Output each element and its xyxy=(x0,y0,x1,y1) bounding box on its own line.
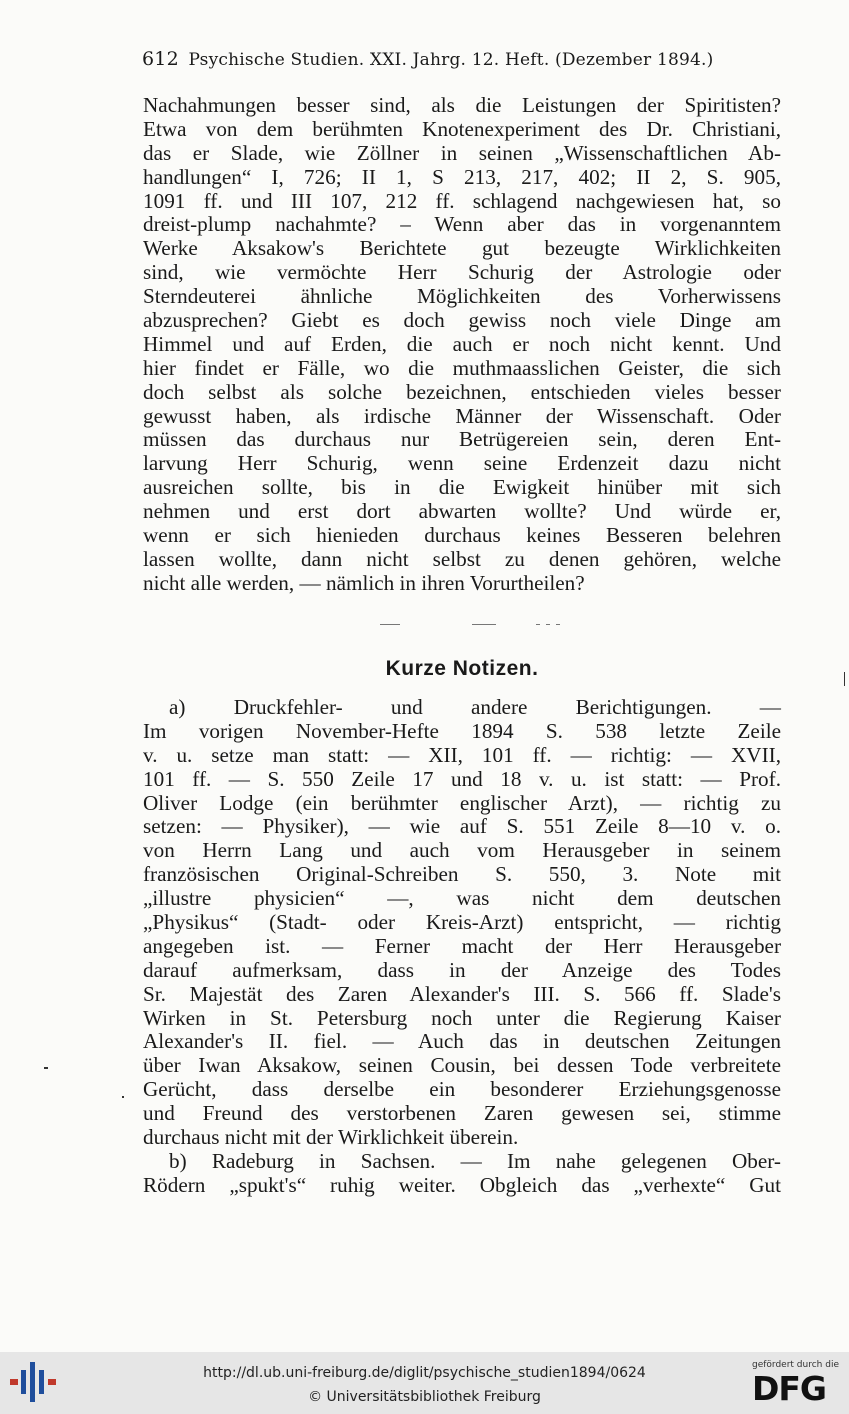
text-line: doch selbst als solche bezeichnen, entschieden vieles besser xyxy=(143,379,781,404)
text-line: durchaus nicht mit der Wirklichkeit überein. xyxy=(143,1125,519,1150)
text-line: darauf aufmerksam, dass in der Anzeige des Todes xyxy=(143,957,781,982)
paragraph-spiritism-critique xyxy=(143,94,781,596)
text-line: müssen das durchaus nur Betrügereien sein, deren Ent- xyxy=(143,427,781,452)
text-line: Sterndeuterei ähnliche Möglichkeiten des Vorherwissens xyxy=(143,284,781,309)
text-line: nehmen und erst dort abwarten wollte? Und würde er, xyxy=(143,499,781,524)
page-number: 612 xyxy=(142,48,179,70)
text-line: a) Druckfehler- und andere Berichtigungen. — xyxy=(169,695,781,719)
text-line: französischen Original-Schreiben S. 550, 3. Note mit xyxy=(143,862,781,887)
scan-speck xyxy=(844,672,845,686)
text-line: sind, wie vermöchte Herr Schurig der Astrologie oder xyxy=(143,260,781,285)
source-url-link[interactable]: http://dl.ub.uni-freiburg.de/diglit/psychische_studien1894/0624 xyxy=(203,1365,646,1381)
text-line: dreist-plump nachahmte? – Wenn aber das in vorgenanntem xyxy=(143,212,781,237)
text-line: über Iwan Aksakow, seinen Cousin, bei dessen Tode verbreitete xyxy=(143,1053,781,1078)
text-line: handlungen“ I, 726; II 1, S 213, 217, 402; II 2, S. 905, xyxy=(143,164,781,189)
text-line: gewusst haben, als irdische Männer der Wissenschaft. Oder xyxy=(143,403,781,428)
text-line: abzusprechen? Giebt es doch gewiss noch viele Dinge am xyxy=(143,308,781,333)
running-title: Psychische Studien. XXI. Jahrg. 12. Heft. (Dezember 1894.) xyxy=(188,50,714,70)
scan-speck xyxy=(44,1067,48,1069)
text-line: und Freund des verstorbenen Zaren gewesen sei, stimme xyxy=(143,1101,781,1126)
text-line: 1091 ff. und III 107, 212 ff. schlagend nachgewiesen hat, so xyxy=(143,188,781,213)
text-line: von Herrn Lang und auch vom Herausgeber in seinem xyxy=(143,838,781,863)
scan-speck xyxy=(122,1096,124,1098)
running-head xyxy=(142,48,782,70)
text-line: b) Radeburg in Sachsen. — Im nahe gelegenen Ober- xyxy=(169,1148,781,1173)
text-line: das er Slade, wie Zöllner in seinen „Wissenschaftlichen Ab- xyxy=(143,140,781,165)
text-line: „Physikus“ (Stadt- oder Kreis-Arzt) entspricht, — richtig xyxy=(143,910,781,935)
copyright-notice: © Universitätsbibliothek Freiburg xyxy=(308,1389,541,1405)
text-line: setzen: — Physiker), — wie auf S. 551 Zeile 8—10 v. o. xyxy=(143,814,781,839)
text-line: hier findet er Fälle, wo die muthmaasslichen Geister, die sich xyxy=(143,355,781,380)
text-line: „illustre physicien“ —, was nicht dem deutschen xyxy=(143,886,781,911)
text-line: larvung Herr Schurig, wenn seine Erdenzeit dazu nicht xyxy=(143,451,781,476)
text-line: Sr. Majestät des Zaren Alexander's III. S. 566 ff. Slade's xyxy=(143,981,781,1006)
section-heading: Kurze Notizen. xyxy=(385,657,539,680)
text-line: Rödern „spukt's“ ruhig weiter. Obgleich das „verhexte“ Gut xyxy=(143,1172,781,1197)
text-line: Nachahmungen besser sind, als die Leistungen der Spiritisten? xyxy=(143,93,781,117)
dfg-caption: gefördert durch die xyxy=(752,1360,839,1370)
paragraph-short-notes xyxy=(143,696,781,1198)
text-line: Himmel und auf Erden, die auch er noch nicht kennt. Und xyxy=(143,331,781,356)
text-line: Im vorigen November-Hefte 1894 S. 538 letzte Zeile xyxy=(143,718,781,743)
text-line: Wirken in St. Petersburg noch unter die Regierung Kaiser xyxy=(143,1005,781,1030)
text-line: Gerücht, dass derselbe ein besonderer Erziehungsgenosse xyxy=(143,1077,781,1102)
text-line: ausreichen sollte, bis in die Ewigkeit hinüber mit sich xyxy=(143,475,781,500)
dfg-logo: DFG xyxy=(752,1369,827,1408)
text-line: 101 ff. — S. 550 Zeile 17 und 18 v. u. ist statt: — Prof. xyxy=(143,766,781,791)
text-line: Oliver Lodge (ein berühmter englischer Arzt), — richtig zu xyxy=(143,790,781,815)
text-line: v. u. setze man statt: — XII, 101 ff. — richtig: — XVII, xyxy=(143,742,781,767)
text-line: Etwa von dem berühmten Knotenexperiment des Dr. Christiani, xyxy=(143,116,781,141)
text-line: angegeben ist. — Ferner macht der Herr Herausgeber xyxy=(143,933,781,958)
section-divider xyxy=(380,624,580,628)
footer-bar xyxy=(0,1352,849,1414)
text-line: nicht alle werden, — nämlich in ihren Vorurtheilen? xyxy=(143,570,585,595)
text-line: lassen wollte, dann nicht selbst zu denen gehören, welche xyxy=(143,546,781,571)
text-line: wenn er sich hienieden durchaus keines Besseren belehren xyxy=(143,523,781,548)
text-line: Alexander's II. fiel. — Auch das in deutschen Zeitungen xyxy=(143,1029,781,1054)
text-line: Werke Aksakow's Berichtete gut bezeugte Wirklichkeiten xyxy=(143,236,781,261)
